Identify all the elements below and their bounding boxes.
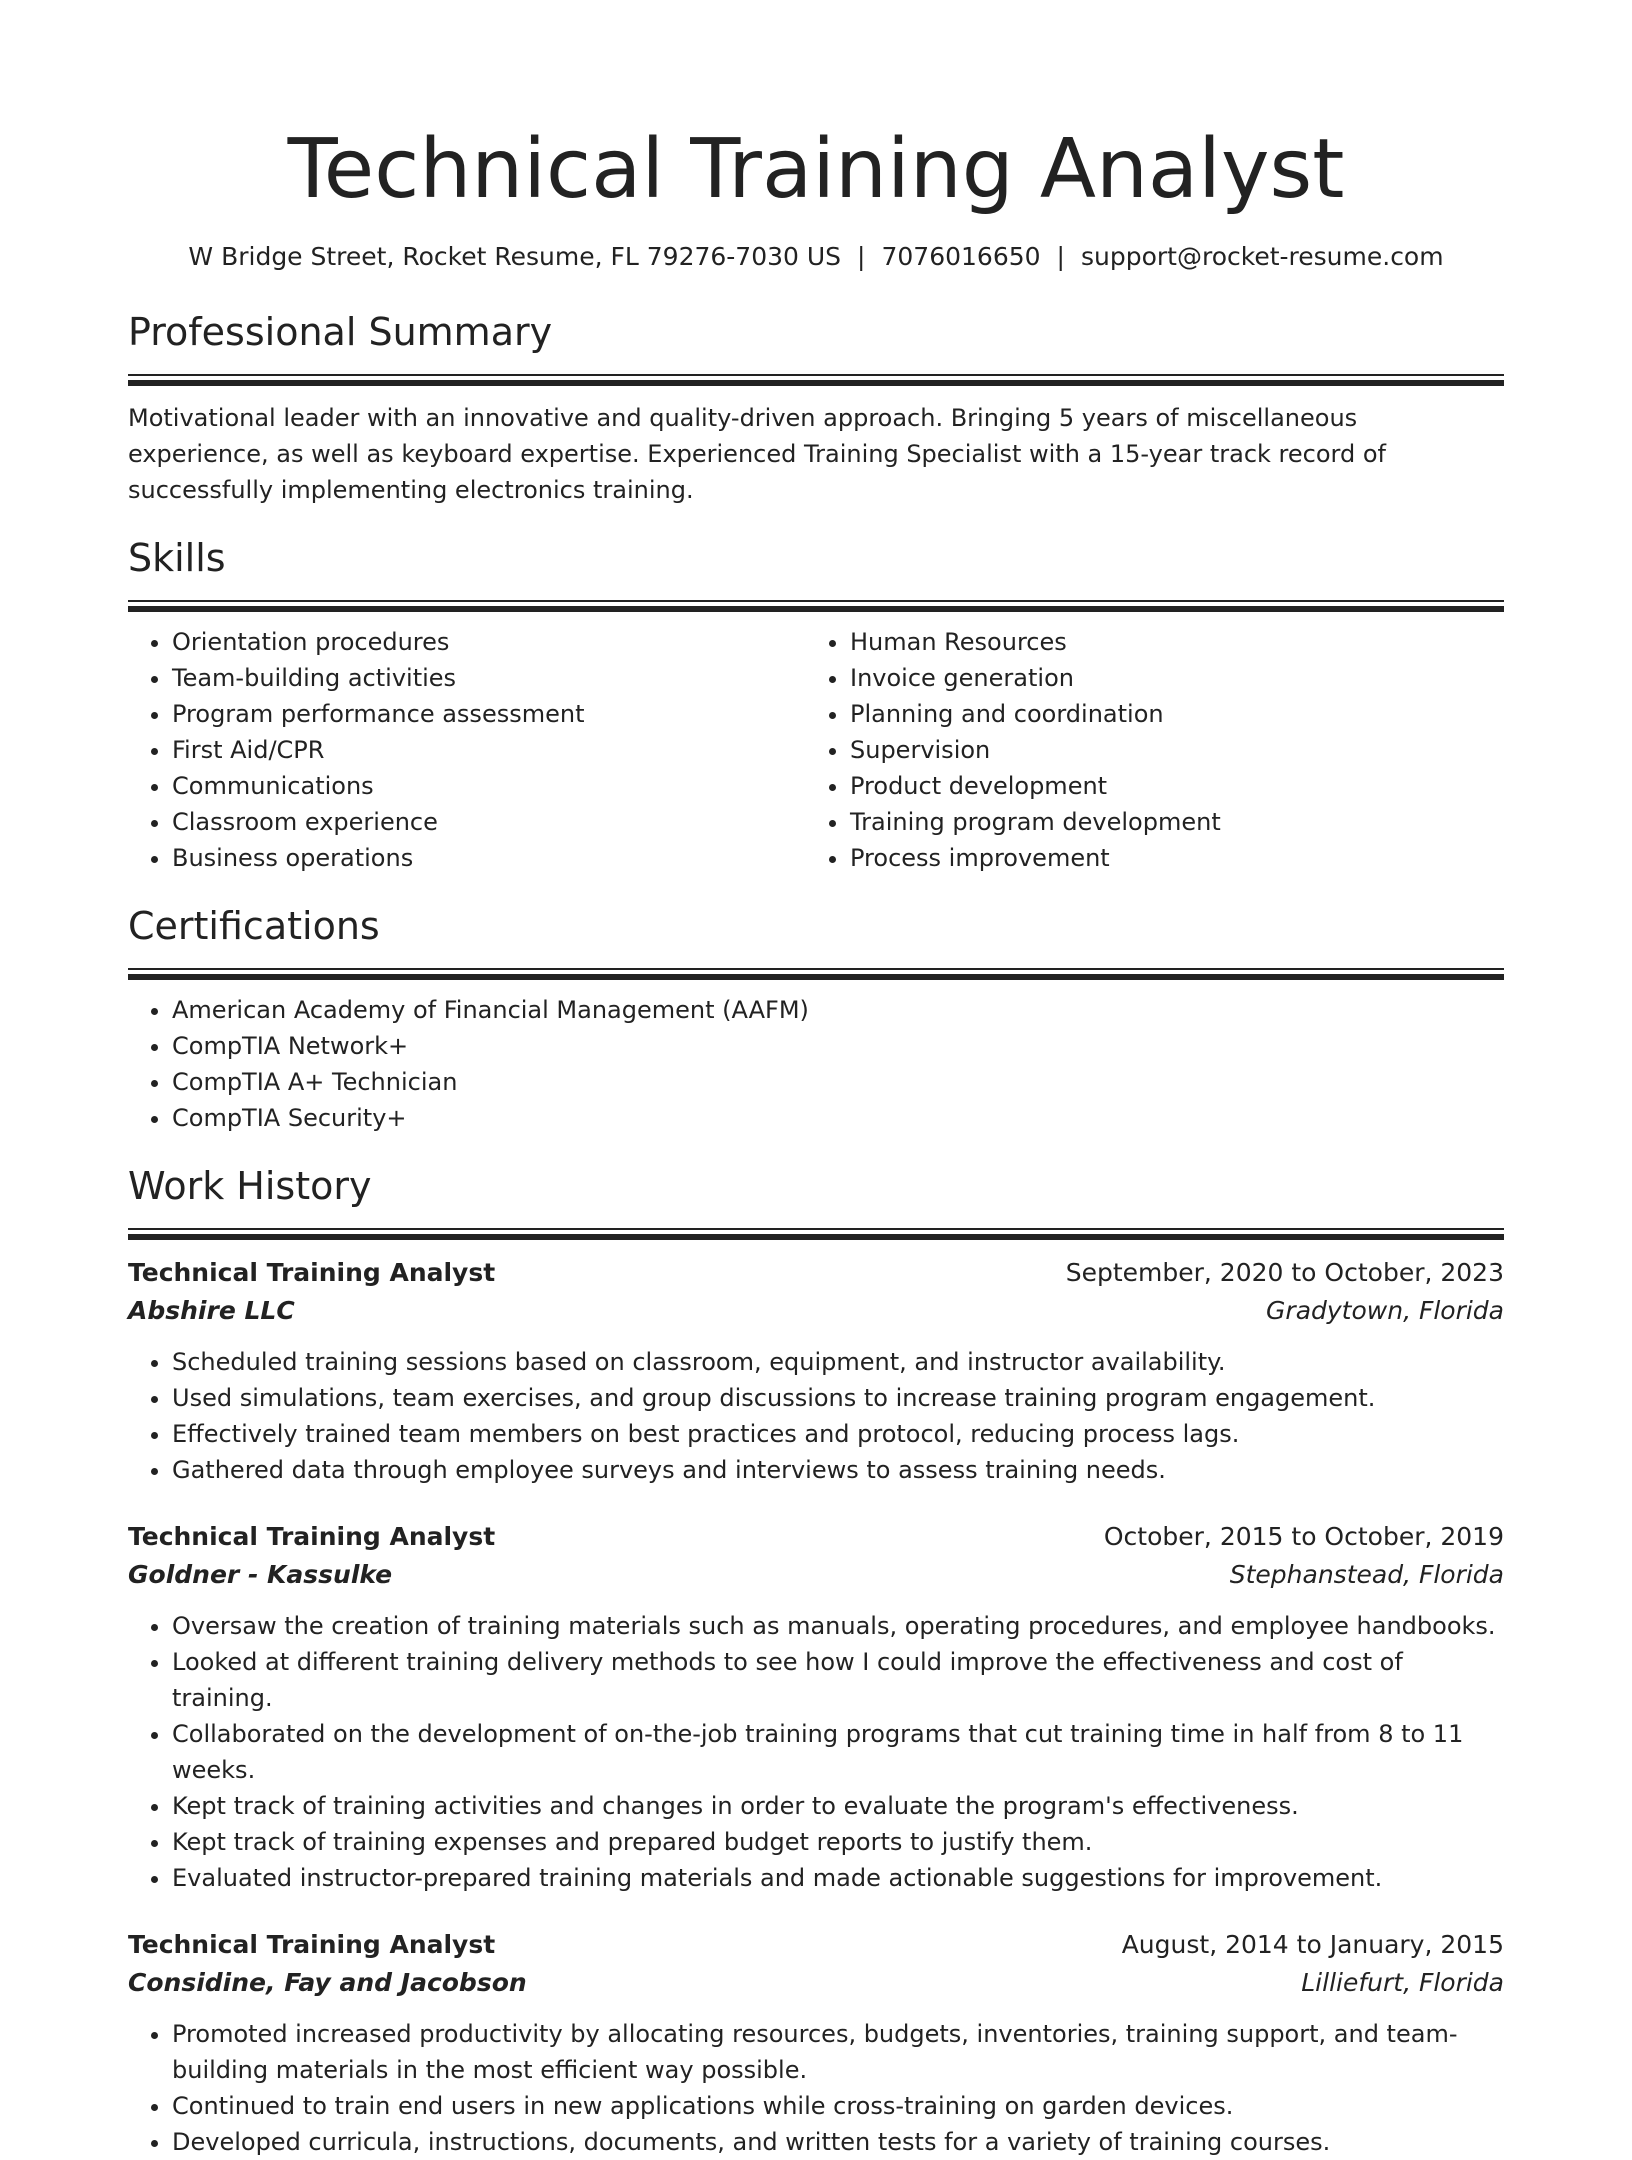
certifications-section (128, 902, 1504, 1136)
skill-item: • Process improvement (850, 840, 1484, 876)
job-entry (128, 1518, 1504, 1896)
skill-item: • Classroom experience (172, 804, 806, 840)
job-entry (128, 1254, 1504, 1488)
contact-address: W Bridge Street, Rocket Resume, FL 79276-7030 US (188, 242, 842, 271)
skills-section (128, 534, 1504, 876)
job-bullet: • Scheduled training sessions based on classroom, equipment, and instructor availability. (172, 1344, 1504, 1380)
job-company: Considine, Fay and Jacobson (128, 1968, 527, 1997)
skill-item: • Planning and coordination (850, 696, 1484, 732)
contact-email: support@rocket-resume.com (1080, 242, 1444, 271)
job-title: Technical Training Analyst (128, 1258, 496, 1287)
section-title-work-history: Work History (128, 1164, 372, 1208)
job-header-row (128, 1518, 1504, 1556)
section-title-certifications: Certifications (128, 904, 380, 948)
summary-section (128, 308, 1504, 508)
contact-line (128, 240, 1504, 274)
section-divider (128, 1228, 1504, 1240)
certification-item: • CompTIA Security+ (172, 1100, 1504, 1136)
section-divider (128, 968, 1504, 980)
job-company: Abshire LLC (128, 1296, 295, 1325)
job-location: Lilliefurt, Florida (1301, 1968, 1504, 1997)
job-bullet: • Gathered data through employee surveys and interviews to assess training needs. (172, 1452, 1504, 1488)
resume-page (128, 0, 1504, 2160)
skill-item: • First Aid/CPR (172, 732, 806, 768)
job-dates: August, 2014 to January, 2015 (1121, 1930, 1504, 1959)
skills-column-right (806, 624, 1484, 876)
section-divider (128, 374, 1504, 386)
job-dates: October, 2015 to October, 2019 (1103, 1522, 1504, 1551)
certification-item: • CompTIA Network+ (172, 1028, 1504, 1064)
job-title: Technical Training Analyst (128, 1930, 496, 1959)
job-bullet: • Used simulations, team exercises, and group discussions to increase training program engagement. (172, 1380, 1504, 1416)
skill-item: • Team-building activities (172, 660, 806, 696)
resume-name: Technical Training Analyst (287, 122, 1345, 217)
section-divider (128, 600, 1504, 612)
section-title-summary: Professional Summary (128, 310, 553, 354)
job-company-row (128, 1556, 1504, 1594)
job-bullet: • Developed curricula, instructions, documents, and written tests for a variety of training courses. (172, 2124, 1504, 2160)
contact-separator: | (1056, 242, 1065, 271)
skill-item: • Communications (172, 768, 806, 804)
job-location: Stephanstead, Florida (1229, 1560, 1504, 1589)
certification-item: • CompTIA A+ Technician (172, 1064, 1504, 1100)
skill-item: • Orientation procedures (172, 624, 806, 660)
contact-phone: 7076016650 (881, 242, 1041, 271)
job-bullet: • Looked at different training delivery methods to see how I could improve the effectiveness and cost of training. (172, 1644, 1504, 1716)
job-company: Goldner - Kassulke (128, 1560, 393, 1589)
job-bullet: • Collaborated on the development of on-the-job training programs that cut training time in half from 8 to 11 weeks. (172, 1716, 1504, 1788)
job-location: Gradytown, Florida (1266, 1296, 1504, 1325)
certification-item: • American Academy of Financial Management (AAFM) (172, 992, 1504, 1028)
skill-item: • Human Resources (850, 624, 1484, 660)
job-company-row (128, 1292, 1504, 1330)
work-history-section (128, 1162, 1504, 2160)
skill-item: • Training program development (850, 804, 1484, 840)
job-bullet: • Oversaw the creation of training materials such as manuals, operating procedures, and employee handbooks. (172, 1608, 1504, 1644)
job-company-row (128, 1964, 1504, 2002)
skill-item: • Program performance assessment (172, 696, 806, 732)
job-title: Technical Training Analyst (128, 1522, 496, 1551)
job-bullet: • Kept track of training expenses and prepared budget reports to justify them. (172, 1824, 1504, 1860)
job-dates: September, 2020 to October, 2023 (1065, 1258, 1504, 1287)
summary-text: Motivational leader with an innovative and quality-driven approach. Bringing 5 years of miscellaneous experience, as well as keyboard expertise. Experienced Training Specialist with a 15-year track record of successfully implementing electronics training. (128, 404, 1386, 504)
skills-grid (128, 624, 1504, 876)
job-bullet: • Kept track of training activities and changes in order to evaluate the program's effectiveness. (172, 1788, 1504, 1824)
job-header-row (128, 1926, 1504, 1964)
job-bullet: • Effectively trained team members on best practices and protocol, reducing process lags. (172, 1416, 1504, 1452)
job-header-row (128, 1254, 1504, 1292)
skill-item: • Supervision (850, 732, 1484, 768)
job-bullet: • Continued to train end users in new applications while cross-training on garden devices. (172, 2088, 1504, 2124)
section-title-skills: Skills (128, 536, 226, 580)
skill-item: • Invoice generation (850, 660, 1484, 696)
job-bullet: • Evaluated instructor-prepared training materials and made actionable suggestions for improvement. (172, 1860, 1504, 1896)
skill-item: • Business operations (172, 840, 806, 876)
skills-column-left (128, 624, 806, 876)
job-bullet: • Promoted increased productivity by allocating resources, budgets, inventories, training support, and team-building materials in the most efficient way possible. (172, 2016, 1504, 2088)
contact-separator: | (857, 242, 866, 271)
skill-item: • Product development (850, 768, 1484, 804)
job-entry (128, 1926, 1504, 2160)
